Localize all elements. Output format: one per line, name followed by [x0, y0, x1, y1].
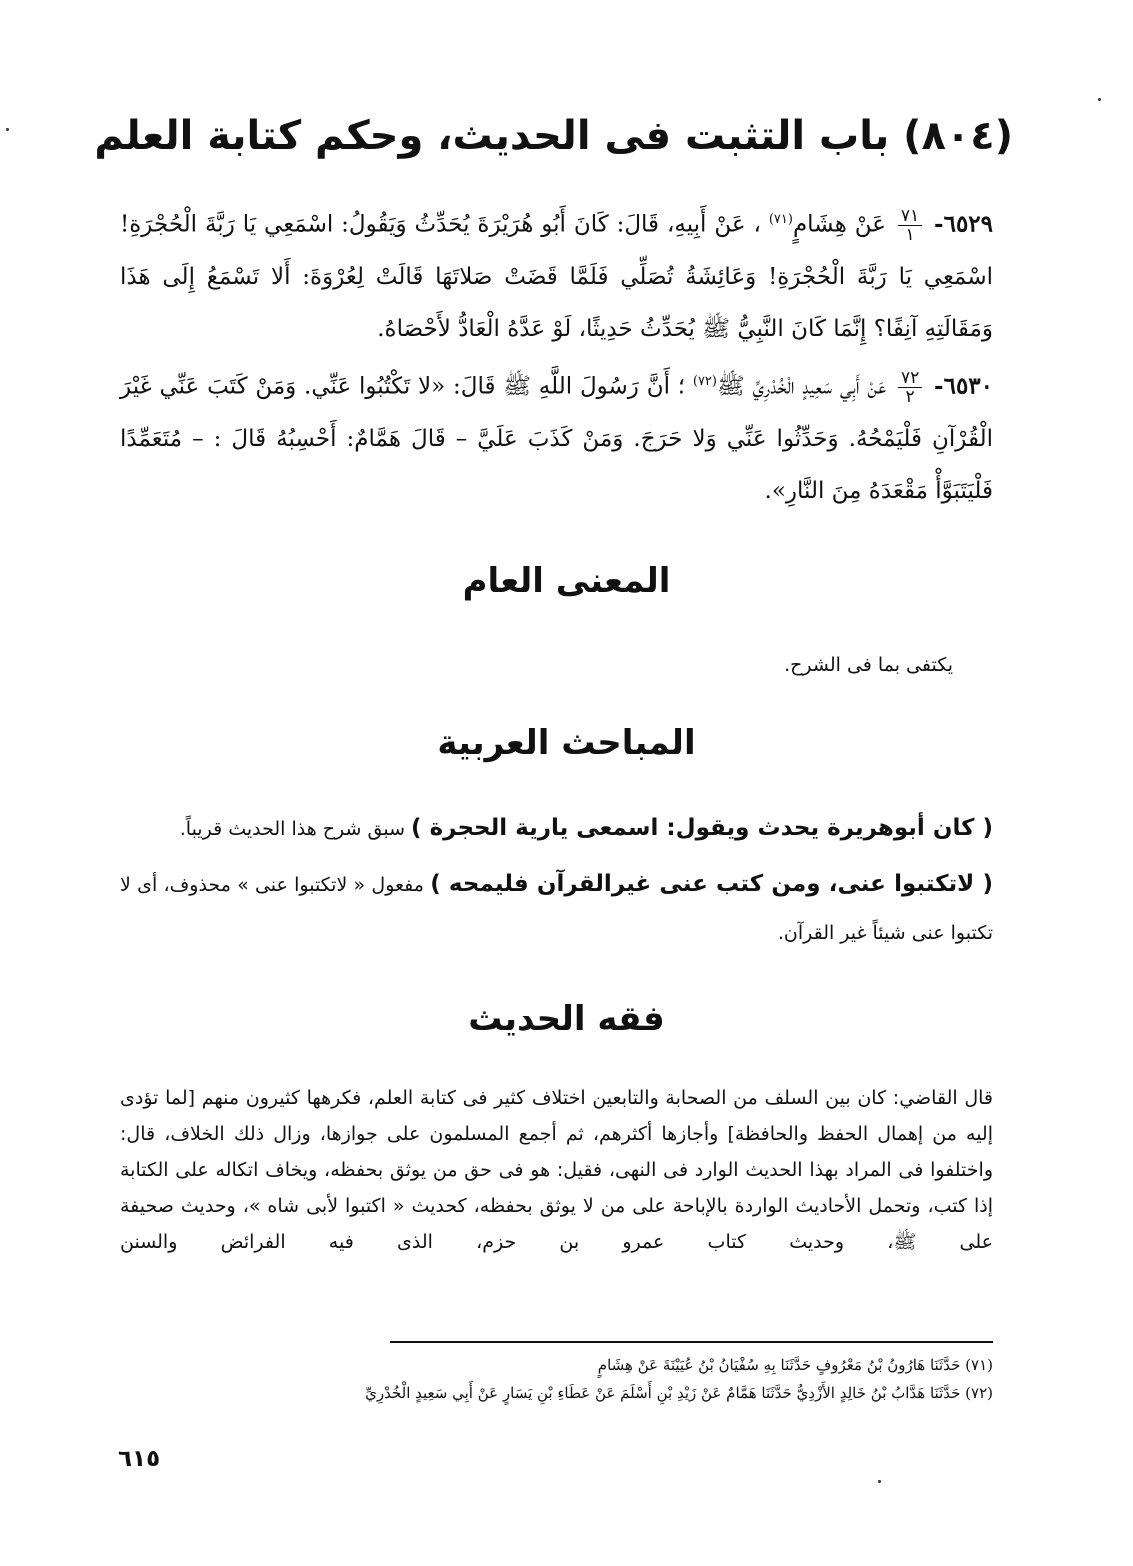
footnote-marker: (٧١)	[768, 212, 793, 227]
narration-ref-top: ٧٢	[898, 369, 922, 388]
scan-speck	[6, 128, 9, 131]
heading-general-meaning: المعنى العام	[462, 561, 671, 601]
narration-ref	[898, 369, 922, 406]
footnote-marker: (٧٢)	[692, 374, 717, 389]
chapter-title: (٨٠٤) باب التثبت فى الحديث، وحكم كتابة العلم	[94, 113, 1013, 159]
scan-speck	[1098, 98, 1101, 101]
hadith-text: ؛ أَنَّ رَسُولَ اللَّهِ ﷺ قَالَ: «لا تَكْتُبُوا عَنِّي. وَمَنْ كَتَبَ عَنِّي غَيْرَ الْقُرْآنِ فَلْيَمْحُهُ. وَحَدِّثُوا عَنِّي وَلا حَرَجَ. وَمَنْ كَذَبَ عَلَيَّ – قَالَ هَمَّامٌ: أَحْسِبُهُ قَالَ : – مُتَعَمِّدًا فَلْيَتَبَوَّأْ مَقْعَدَهُ مِنَ النَّارِ».	[120, 373, 993, 504]
hadith-6530	[120, 356, 993, 517]
hadith-text: ، عَنْ أَبِيهِ، قَالَ: كَانَ أَبُو هُرَيْرَةَ يُحَدِّثُ وَيَقُولُ: اسْمَعِي يَا رَبَّةَ الْحُجْرَةِ! اسْمَعِي يَا رَبَّةَ الْحُجْرَةِ! وَعَائِشَةُ تُصَلِّي فَلَمَّا قَضَتْ صَلاتَهَا قَالَتْ لِعُرْوَةَ: أَلا تَسْمَعُ إِلَى هَذَا وَمَقَالَتِهِ آنِفًا؟ إِنَّمَا كَانَ النَّبِيُّ ﷺ يُحَدِّثُ حَدِيثًا، لَوْ عَدَّهُ الْعَادُّ لأَحْصَاهُ.	[120, 211, 993, 342]
hadith-opening: عَنْ هِشَامٍ	[792, 211, 886, 238]
hadith-6529	[120, 194, 993, 355]
hadith-opening: عَنْ أَبِي سَعِيدٍ الْخُدْرِيِّ ﷺ	[717, 373, 887, 400]
grammar-note-2	[120, 860, 993, 957]
fiqh-paragraph: قال القاضي: كان بين السلف من الصحابة والتابعين اختلاف كثير فى كتابة العلم، فكرهها كثيرون منهم [لما تؤدى إليه من إهمال الحفظ والحافظة] وأجازها أكثرهم، ثم أجمع المسلمون على جوازها، وزال ذلك الخلاف، قال: واختلفوا فى المراد بهذا الحديث الوارد فى النهى، فقيل: هو فى حق من يوثق بحفظه، ويخاف اتكاله على الكتابة إذا كتب، وتحمل الأحاديث الواردة بالإباحة على من لا يوثق بحفظه، كحديث « اكتبوا لأبى شاه »، وحديث صحيفة على ﷺ، وحديث كتاب عمرو بن حزم، الذى فيه الفرائض والسنن	[120, 1087, 993, 1253]
footnote-separator	[390, 1341, 993, 1343]
footnote-72: (٧٢) حَدَّثَنَا هَدَّابُ بْنُ خَالِدٍ الأَزْدِيُّ حَدَّثَنَا هَمَّامٌ عَنْ زَيْدِ بْنِ أَسْلَمَ عَنْ عَطَاءِ بْنِ يَسَارٍ عَنْ أَبِي سَعِيدٍ الْخُدْرِيِّ	[365, 1384, 993, 1402]
narration-ref-bottom: ١	[905, 225, 915, 246]
grammar-note-text: سبق شرح هذا الحديث قريباً.	[179, 818, 405, 840]
hadith-number: ٦٥٢٩-	[934, 210, 994, 238]
narration-ref-bottom: ٢	[905, 387, 915, 408]
quoted-phrase: ( كان أبوهريرة يحدث ويقول: اسمعى يارية الحجرة )	[411, 815, 993, 841]
page-number: ٦١٥	[118, 1446, 161, 1472]
grammar-note-1	[120, 800, 993, 857]
footnote-71: (٧١) حَدَّثَنَا هَارُونُ بْنُ مَعْرُوفٍ حَدَّثَنَا بِهِ سُفْيَانُ بْنُ عُيَيْنَةَ عَنْ هِشَامٍ	[597, 1356, 993, 1374]
scan-speck	[878, 1480, 881, 1483]
grammar-note-text: مفعول « لاتكتبوا عنى » محذوف، أى لا تكتبوا عنى شيئاً غير القرآن.	[120, 874, 993, 944]
narration-ref-top: ٧١	[898, 207, 922, 226]
narration-ref	[898, 207, 922, 244]
heading-fiqh: فقه الحديث	[468, 999, 665, 1039]
heading-arabic-studies: المباحث العربية	[437, 723, 696, 763]
hadith-number: ٦٥٣٠-	[934, 372, 994, 400]
quoted-phrase: ( لاتكتبوا عنى، ومن كتب عنى غيرالقرآن فليمحه )	[430, 871, 993, 897]
general-meaning-text: يكتفى بما فى الشرح.	[784, 654, 953, 676]
